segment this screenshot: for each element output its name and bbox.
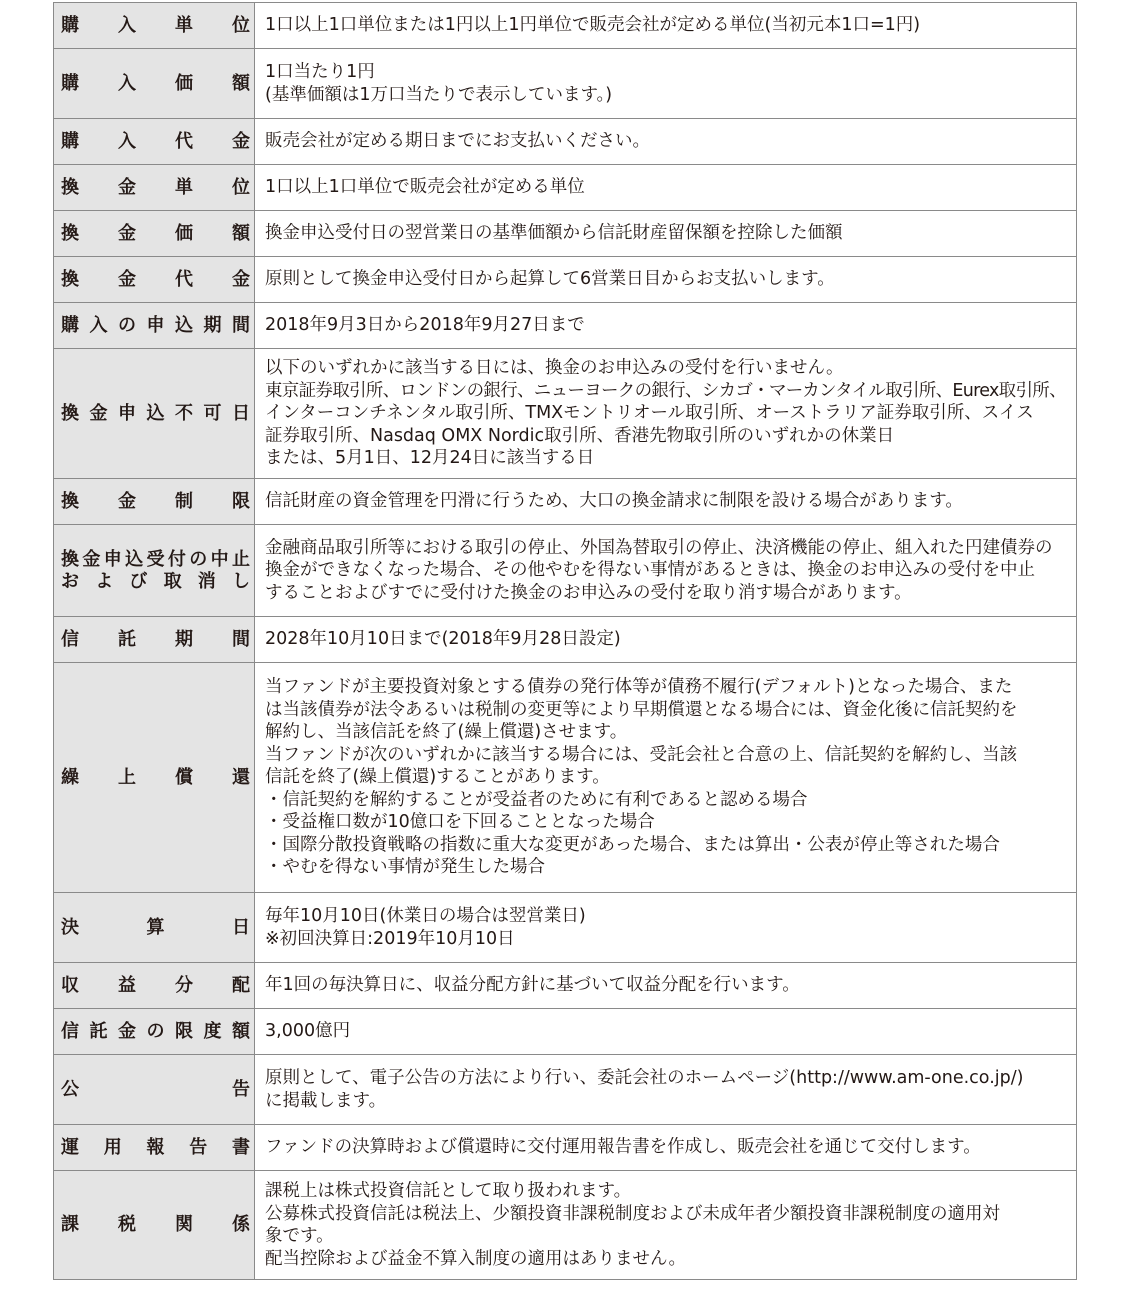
row-label-char: び [129,570,148,592]
row-value [255,1171,1077,1280]
row-value-line: インターコンチネンタル取引所、TMXモントリオール取引所、オーストラリア証券取引所、スイス [265,403,1034,424]
row-label-char: 託 [118,628,136,650]
row-value-line: は当該債券が法令あるいは税制の変更等により早期償還となる場合には、資金化後に信託契約を [265,699,1018,720]
row-label-char: 額 [232,72,250,94]
row-label-line [61,73,250,95]
row-label-char: 金 [232,268,250,290]
row-label-line [61,491,250,513]
row-value-line: 換金ができなくなった場合、その他やむを得ない事情があるときは、換金のお申込みの受付を中止 [265,560,1035,581]
row-label [54,1171,255,1280]
row-value-line: 毎年10月10日(休業日の場合は翌営業日) [265,906,586,926]
row-label-line [61,975,250,997]
row-label-line [61,131,250,153]
row-value [255,525,1077,617]
row-label-char: 日 [232,402,250,424]
row-label-char: 金 [118,176,136,198]
row-label-char: 繰 [61,766,79,788]
row-value-line: ・信託契約を解約することが受益者のために有利であると認める場合 [265,789,808,810]
row-label-char: 代 [175,130,193,152]
row-value-line: 原則として換金申込受付日から起算して6営業日目からお支払いします。 [265,269,835,290]
info-row [54,303,1077,349]
row-label-char: 係 [232,1214,250,1235]
row-label-char: 公 [61,1078,79,1100]
row-label-char: 購 [61,314,79,336]
row-value-line: ファンドの決算時および償還時に交付運用報告書を作成し、販売会社を通じて交付します。 [265,1137,981,1158]
row-label-char: 告 [189,1136,208,1158]
row-value [255,663,1077,893]
row-label-line [61,571,250,593]
row-label-char: 益 [118,974,136,996]
info-row [54,49,1077,119]
info-row [54,165,1077,211]
row-label-char: 上 [118,766,136,788]
row-label-char: 不 [175,402,193,424]
row-label-line [61,177,250,199]
info-row [54,1125,1077,1171]
info-row [54,893,1077,963]
row-value [255,119,1077,165]
row-label-char: 換 [61,268,79,290]
row-label-line [61,1079,250,1101]
row-value-line: 換金申込受付日の翌営業日の基準価額から信託財産留保額を控除した価額 [265,223,843,244]
row-value-line: 販売会社が定める期日までにお支払いください。 [265,131,650,152]
row-label-char: 配 [232,974,250,996]
row-label [54,663,255,893]
row-value [255,1055,1077,1125]
row-value [255,1125,1077,1171]
row-value-line: 2028年10月10日まで(2018年9月28日設定) [265,629,621,650]
row-label-char: 金 [82,548,101,570]
info-row [54,1055,1077,1125]
fund-info-table [53,2,1077,1280]
row-label-char: 度 [203,1020,222,1042]
row-label [54,49,255,119]
row-label-char: 申 [103,548,122,570]
row-label-line [61,15,250,37]
row-label-line [61,1137,250,1159]
row-label-char: 算 [146,916,165,938]
row-label-char: よ [95,570,114,592]
info-row [54,617,1077,663]
row-value-line: ※初回決算日:2019年10月10日 [265,928,515,949]
row-label-char: 運 [61,1136,79,1158]
row-label [54,525,255,617]
row-value-line: 3,000億円 [265,1021,351,1042]
row-label [54,893,255,963]
row-label-char: 償 [175,766,193,788]
row-label-char: 信 [61,628,79,650]
fund-info-table-body [54,3,1077,1280]
row-label [54,3,255,49]
row-value [255,211,1077,257]
row-label [54,165,255,211]
row-label-char: の [146,1020,165,1042]
row-label-char: 金 [232,130,250,152]
row-value-line: 象です。 [265,1226,334,1246]
row-value [255,479,1077,525]
row-label-char: 購 [61,72,79,94]
row-label-char: 代 [175,268,193,290]
row-label-char: 信 [61,1020,79,1042]
row-label-char: 中 [210,548,229,570]
row-label-line [61,223,250,245]
row-label-line [61,1021,250,1043]
row-label-char: 間 [232,314,250,336]
row-label-char: 入 [89,314,108,336]
row-label-char: 関 [175,1214,193,1235]
row-label-line [61,269,250,291]
row-label-char: 受 [146,548,165,570]
row-value-line: 金融商品取引所等における取引の停止、外国為替取引の停止、決済機能の停止、組入れた円建債券の [265,537,1053,558]
row-value [255,963,1077,1009]
row-label-char: 金 [118,1020,136,1042]
row-label-char: 報 [146,1136,165,1158]
row-label-char: 金 [118,268,136,290]
row-label [54,963,255,1009]
row-label [54,349,255,479]
row-value-line: 配当控除および益金不算入制度の適用はありません。 [265,1248,687,1269]
row-value-line: 当ファンドが次のいずれかに該当する場合には、受託会社と合意の上、信託契約を解約し、当該 [265,744,1018,765]
row-value-line: 原則として、電子公告の方法により行い、委託会社のホームページ(http://www.am-one.co.jp/) [265,1068,1024,1088]
row-label-line [61,629,250,651]
row-label-char: 期 [203,314,222,336]
row-label-char: 金 [89,402,108,424]
row-label-char: 日 [232,916,250,938]
row-label-line [61,917,250,939]
row-label-char: 入 [118,14,136,36]
row-value-line: 年1回の毎決算日に、収益分配方針に基づいて収益分配を行います。 [265,975,800,996]
row-label-char: 期 [175,628,193,650]
row-label [54,257,255,303]
row-label [54,617,255,663]
row-value-line: 東京証券取引所、ロンドンの銀行、ニューヨークの銀行、シカゴ・マーカンタイル取引所、Eurex取引所、 [265,380,1066,401]
row-label-char: 決 [61,916,79,938]
row-value-line: 解約し、当該信託を終了(繰上償還)させます。 [265,722,628,743]
row-label-line [61,1214,250,1236]
row-value-line: 証券取引所、Nasdaq OMX Nordic取引所、香港先物取引所のいずれかの休業日 [265,425,895,446]
row-value-line: 課税上は株式投資信託として取り扱われます。 [265,1181,632,1201]
row-label-char: 止 [232,548,250,570]
row-label-char: 換 [61,490,79,512]
row-value-line: 2018年9月3日から2018年9月27日まで [265,315,585,336]
row-label [54,119,255,165]
row-value [255,1009,1077,1055]
info-row [54,663,1077,893]
row-label-char: 位 [232,14,250,36]
row-value-line: に掲載します。 [265,1090,387,1111]
row-label-char: 書 [232,1136,250,1158]
row-label-char: 込 [125,548,144,570]
row-label-char: 取 [163,570,182,592]
row-label-char: 金 [118,222,136,244]
info-row [54,1171,1077,1280]
row-label-char: 購 [61,130,79,152]
info-row [54,525,1077,617]
row-label-char: 税 [118,1214,136,1235]
row-value-line: することおよびすでに受付けた換金のお申込みの受付を取り消す場合があります。 [265,582,912,603]
row-value [255,165,1077,211]
row-value-line: 1口以上1口単位または1円以上1円単位で販売会社が定める単位(当初元本1口=1円) [265,15,921,36]
row-label-char: 額 [232,222,250,244]
row-label-char: 託 [89,1020,108,1042]
row-label-char: 申 [146,314,165,336]
info-row [54,479,1077,525]
info-row [54,963,1077,1009]
row-label-char: 換 [61,176,79,198]
row-label-char: 申 [118,402,136,424]
row-value-line: ・受益権口数が10億口を下回ることとなった場合 [265,812,655,833]
row-value [255,303,1077,349]
row-label [54,303,255,349]
row-label-char: 額 [232,1020,250,1042]
row-label-char: 用 [103,1136,122,1158]
row-label-char: 位 [232,176,250,198]
row-value-line: ・国際分散投資戦略の指数に重大な変更があった場合、または算出・公表が停止等された場合 [265,834,1000,855]
row-label-char: 課 [61,1214,79,1235]
row-value-line: ・やむを得ない事情が発生した場合 [265,857,545,878]
row-label-char: 入 [118,72,136,94]
row-value-line: 信託を終了(繰上償還)することがあります。 [265,767,610,788]
row-label-char: 限 [232,490,250,512]
row-label-char: 価 [175,72,193,94]
row-value-line: (基準価額は1万口当たりで表示しています。) [265,84,613,105]
row-label [54,211,255,257]
info-row [54,3,1077,49]
row-value [255,617,1077,663]
row-label-char: 可 [203,402,222,424]
row-label-char: 換 [61,548,79,570]
info-row [54,257,1077,303]
row-label-char: 付 [167,548,186,570]
row-label-char: 分 [175,974,193,996]
row-label-char: 消 [197,570,216,592]
info-row [54,349,1077,479]
row-value [255,49,1077,119]
info-row [54,1009,1077,1055]
info-row [54,211,1077,257]
row-label-char: 還 [232,766,250,788]
row-value [255,349,1077,479]
row-label-char: 価 [175,222,193,244]
row-label-char: 購 [61,14,79,36]
row-label-char: 限 [175,1020,193,1042]
row-label-char: 込 [175,314,193,336]
row-label-char: 告 [232,1078,250,1100]
row-label-char: お [61,570,79,592]
row-label [54,1125,255,1171]
row-label-line [61,767,250,789]
row-label-char: 換 [61,402,79,424]
row-value-line: 1口以上1口単位で販売会社が定める単位 [265,177,585,198]
row-label-char: 単 [175,14,193,36]
row-value-line: 信託財産の資金管理を円滑に行うため、大口の換金請求に制限を設ける場合があります。 [265,491,963,512]
row-value [255,3,1077,49]
row-value-line: または、5月1日、12月24日に該当する日 [265,448,595,469]
row-label-char: 制 [175,490,193,512]
row-label-char: 入 [118,130,136,152]
row-value-line: 1口当たり1円 [265,62,375,82]
row-label-char: 込 [146,402,165,424]
row-label-line [61,549,250,571]
row-label-char: 換 [61,222,79,244]
row-label-char: 収 [61,974,79,996]
row-value [255,257,1077,303]
row-label-char: し [231,570,250,592]
row-label-line [61,403,250,425]
row-label [54,479,255,525]
row-label-char: の [189,548,208,570]
row-label-char: 金 [118,490,136,512]
row-value-line: 以下のいずれかに該当する日には、換金のお申込みの受付を行いません。 [265,358,844,379]
row-label-char: 間 [232,628,250,650]
row-label-char: 単 [175,176,193,198]
row-label [54,1009,255,1055]
row-value [255,893,1077,963]
row-label-line [61,315,250,337]
row-value-line: 公募株式投資信託は税法上、少額投資非課税制度および未成年者少額投資非課税制度の適用対 [265,1203,1000,1224]
row-label [54,1055,255,1125]
row-label-char: の [118,314,136,336]
info-row [54,119,1077,165]
row-value-line: 当ファンドが主要投資対象とする債券の発行体等が債務不履行(デフォルト)となった場合、また [265,677,1013,698]
